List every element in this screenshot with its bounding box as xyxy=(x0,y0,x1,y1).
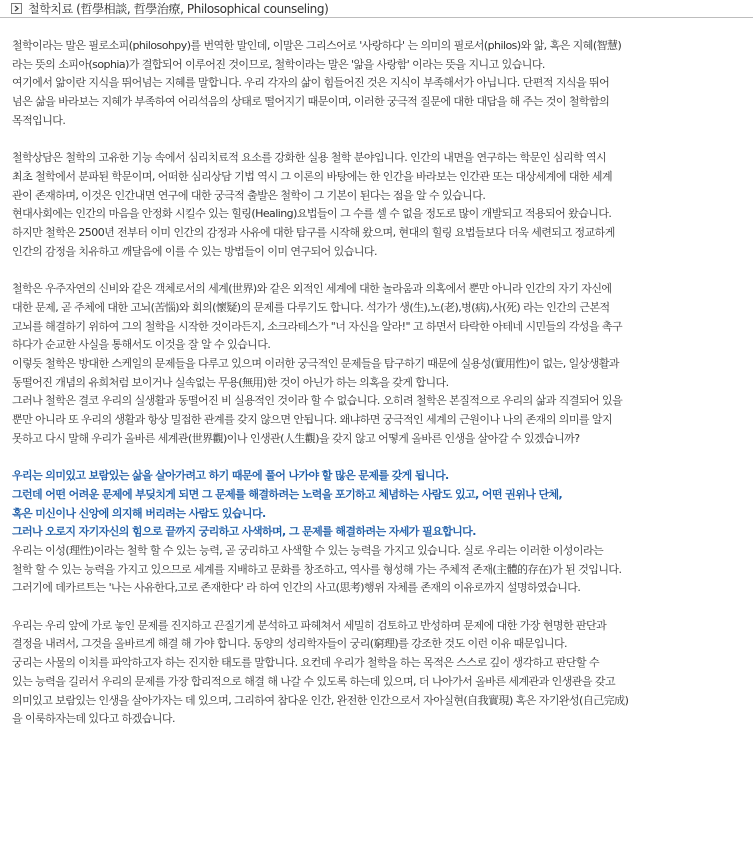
highlighted-line: 혹은 미신이나 신앙에 의지해 버리려는 사람도 있습니다. xyxy=(12,506,266,520)
text-line: 못하고 다시 말해 우리가 올바른 세계관(世界觀)이나 인생관(人生觀)을 갖지 않고 어떻게 올바른 인생을 살아갈 수 있겠습니까? xyxy=(12,431,580,445)
text-line: 인간의 감정을 치유하고 깨달음에 이를 수 있는 방법들이 이미 연구되어 있습니다. xyxy=(12,244,377,258)
text-line: 을 이룩하자는데 있다고 하겠습니다. xyxy=(12,712,175,726)
paragraph-philosophy-definition xyxy=(12,37,747,131)
article-body xyxy=(12,37,747,729)
section-header xyxy=(0,0,753,18)
text-line: 철학은 우주자연의 신비와 같은 객체로서의 세계(世界)와 같은 외적인 세계에 대한 놀라움과 의혹에서 뿐만 아니라 인간의 자기 자신에 xyxy=(12,282,612,296)
paragraph-spacer xyxy=(12,261,747,280)
text-line: 우리는 우리 앞에 가로 놓인 문제를 진지하고 끈질기게 분석하고 파헤쳐서 세밀히 검토하고 반성하며 문제에 대한 가장 현명한 판단과 xyxy=(12,618,607,632)
text-line: 현대사회에는 인간의 마음을 안정화 시킬수 있는 힐링(Healing)요법들이 그 수를 셀 수 없을 정도로 많이 개발되고 적용되어 왔습니다. xyxy=(12,207,612,221)
text-line: 의미있고 보람있는 인생을 살아가자는 데 있으며, 그리하여 참다운 인간, 완전한 인간으로서 자아실현(自我實現) 혹은 자기완성(自己完成) xyxy=(12,693,629,707)
text-line: 결정을 내려서, 그것을 올바르게 해결 해 가야 합니다. 동양의 성리학자들이 궁리(窮理)를 강조한 것도 이런 이유 때문입니다. xyxy=(12,637,567,651)
text-line: 있는 능력을 길러서 우리의 문제를 가장 합리적으로 해결 해 나갈 수 있도록 하는데 있으며, 더 나아가서 올바른 세계관과 인생관을 갖고 xyxy=(12,674,616,688)
text-line: 철학이라는 말은 필로소피(philosohpy)를 번역한 말인데, 이말은 그리스어로 '사랑하다' 는 의미의 필로서(philos)와 앎, 혹은 지혜(智慧) xyxy=(12,39,622,52)
text-line: 이렇듯 철학은 방대한 스케일의 문제들을 다루고 있으며 이러한 궁극적인 문제들을 탐구하기 때문에 실용성(實用性)이 없는, 일상생활과 xyxy=(12,356,619,370)
text-line: 뿐만 아니라 또 우리의 생활과 항상 밀접한 관계를 갖지 않으면 안됩니다. 왜냐하면 궁극적인 세계의 근원이나 나의 존재의 의미를 알지 xyxy=(12,413,613,427)
text-line: 넘은 삶을 바라보는 지혜가 부족하여 어리석음의 상태로 떨어지기 때문이며, 이러한 궁극적 질문에 대한 대답을 해 주는 것이 철학함의 xyxy=(12,95,610,109)
highlighted-line: 그러나 오로지 자기자신의 힘으로 끝까지 궁리하고 사색하며, 그 문제를 해결하려는 자세가 필요합니다. xyxy=(12,525,476,539)
text-line: 그러나 철학은 결코 우리의 실생활과 동떨어진 비 실용적인 것이라 할 수 없습니다. 오히려 철학은 본질적으로 우리의 삶과 직결되어 있을 xyxy=(12,394,623,408)
text-line: 최초 철학에서 분파된 학문이며, 어떠한 심리상담 기법 역시 그 이론의 바탕에는 한 인간을 바라보는 인간관 또는 대상세계에 대한 세계 xyxy=(12,169,613,183)
paragraph-spacer xyxy=(12,448,747,467)
paragraph-spacer xyxy=(12,131,747,150)
chevron-right-icon xyxy=(11,3,22,14)
text-line: 우리는 이성(理性)이라는 철학 할 수 있는 능력, 곧 궁리하고 사색할 수 있는 능력을 가지고 있습니다. 실로 우리는 이러한 이성이라는 xyxy=(12,543,604,557)
text-line: 대한 문제, 곧 주체에 대한 고뇌(苦惱)와 회의(懷疑)의 문제를 다루기도 합니다. 석가가 생(生),노(老),병(病),사(死) 라는 인간의 근본적 xyxy=(12,300,610,314)
paragraph-spacer xyxy=(12,598,747,617)
paragraph-purpose-of-philosophy xyxy=(12,617,747,729)
paragraph-reason-and-inquiry xyxy=(12,467,747,598)
paragraph-philosophy-scope xyxy=(12,280,747,448)
text-line: 궁리는 사물의 이치를 파악하고자 하는 진지한 태도를 말합니다. 요컨데 우리가 철학을 하는 목적은 스스로 깊이 생각하고 판단할 수 xyxy=(12,656,600,670)
highlighted-line: 우리는 의미있고 보람있는 삶을 살아가려고 하기 때문에 풀어 나가야 할 많은 문제를 갖게 됩니다. xyxy=(12,469,449,483)
text-line: 동떨어진 개념의 유희처럼 보이거나 실속없는 무용(無用)한 것이 아닌가 하는 의혹을 갖게 합니다. xyxy=(12,375,449,389)
text-line: 목적입니다. xyxy=(12,113,66,127)
text-line: 하다가 순교한 사실을 통해서도 이것을 잘 알 수 있습니다. xyxy=(12,338,271,352)
text-line: 철학상담은 철학의 고유한 기능 속에서 심리치료적 요소를 강화한 실용 철학 분야입니다. 인간의 내면을 연구하는 학문인 심리학 역시 xyxy=(12,151,607,165)
text-line: 관이 존재하며, 이것은 인간내면 연구에 대한 궁극적 출발은 철학이 그 기본이 된다는 점을 알 수 있습니다. xyxy=(12,188,486,202)
paragraph-philosophical-counseling xyxy=(12,149,747,261)
text-line: 철학 할 수 있는 능력을 가지고 있으므로 세계를 지배하고 문화를 창조하고, 역사를 형성해 가는 주체적 존재(主體的存在)가 된 것입니다. xyxy=(12,562,622,576)
section-title: 철학치료 (哲學相談, 哲學治療, Philosophical counseling) xyxy=(28,2,329,16)
text-line: 여기에서 앎이란 지식을 뛰어넘는 지혜를 말합니다. 우리 각자의 삶이 힘들어진 것은 지식이 부족해서가 아닙니다. 단편적 지식을 뛰어 xyxy=(12,76,610,90)
text-line: 그러기에 데카르트는 '나는 사유한다,고로 존재한다' 라 하여 인간의 사고(思考)행위 자체를 존재의 이유로까지 설명하였습니다. xyxy=(12,581,581,595)
highlighted-line: 그런데 어떤 어려운 문제에 부딪치게 되면 그 문제를 해결하려는 노력을 포기하고 체념하는 사람도 있고, 어떤 권위나 단체, xyxy=(12,487,563,501)
text-line: 하지만 철학은 2500년 전부터 이미 인간의 감정과 사유에 대한 탐구를 시작해 왔으며, 현대의 힐링 요법들보다 더욱 세련되고 정교하게 xyxy=(12,226,615,240)
text-line: 고뇌를 해결하기 위하여 그의 철학을 시작한 것이라든지, 소크라테스가 "너 자신을 알라!" 고 하면서 타락한 아테네 시민들의 각성을 촉구 xyxy=(12,319,623,333)
text-line: 라는 뜻의 소피아(sophia)가 결합되어 이루어진 것이므로, 철학이라는 말은 '앎을 사랑함' 이라는 뜻을 지니고 있습니다. xyxy=(12,57,545,71)
